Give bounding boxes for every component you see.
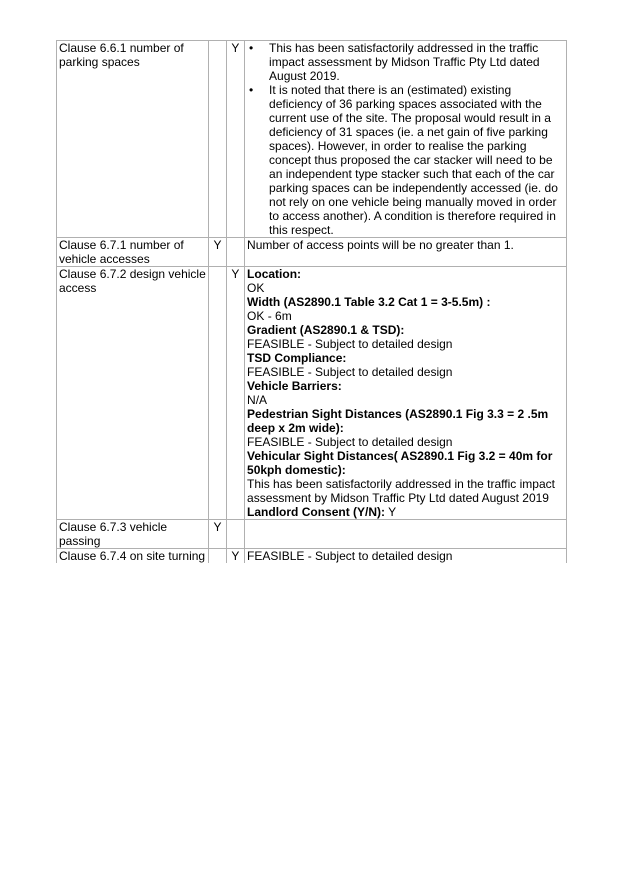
gradient-heading: Gradient (AS2890.1 & TSD): <box>247 323 405 337</box>
landlord-value: Y <box>388 505 397 519</box>
yes-col-a <box>209 41 226 238</box>
barriers-value: N/A <box>247 393 268 407</box>
landlord-heading: Landlord Consent (Y/N): <box>247 505 386 519</box>
bullet-item: • This has been satisfactorily addressed in the traffic impact assessment by Midson Traffic Pty Ltd dated August 2019. <box>269 41 565 83</box>
pedestrian-value: FEASIBLE - Subject to detailed design <box>247 435 453 449</box>
yes-col-b <box>226 520 244 549</box>
table-row <box>57 549 567 564</box>
yes-col-b: Y <box>226 41 244 238</box>
yes-col-b: Y <box>226 267 244 520</box>
location-heading: Location: <box>247 267 302 281</box>
width-heading: Width (AS2890.1 Table 3.2 Cat 1 = 3-5.5m) : <box>247 295 491 309</box>
assessment-table <box>56 40 567 563</box>
yes-col-a: Y <box>209 238 226 267</box>
table-row <box>57 238 567 267</box>
table-row <box>57 520 567 549</box>
yes-col-b <box>226 238 244 267</box>
clause-cell: Clause 6.6.1 number of parking spaces <box>57 41 209 238</box>
comment-cell <box>245 41 567 238</box>
tsd-heading: TSD Compliance: <box>247 351 347 365</box>
bullet-list <box>247 41 565 237</box>
table-row <box>57 41 567 238</box>
comment-cell <box>245 267 567 520</box>
comment-cell <box>245 520 567 549</box>
landlord-line <box>247 505 565 519</box>
pedestrian-heading: Pedestrian Sight Distances (AS2890.1 Fig 3.3 = 2 .5m deep x 2m wide): <box>247 407 549 435</box>
clause-cell: Clause 6.7.3 vehicle passing <box>57 520 209 549</box>
comment-cell: FEASIBLE - Subject to detailed design <box>245 549 567 564</box>
gradient-value: FEASIBLE - Subject to detailed design <box>247 337 453 351</box>
comment-cell: Number of access points will be no greater than 1. <box>245 238 567 267</box>
width-value: OK - 6m <box>247 309 292 323</box>
yes-col-a <box>209 267 226 520</box>
barriers-heading: Vehicle Barriers: <box>247 379 342 393</box>
yes-col-a: Y <box>209 520 226 549</box>
yes-col-b: Y <box>226 549 244 564</box>
clause-cell: Clause 6.7.2 design vehicle access <box>57 267 209 520</box>
yes-col-a <box>209 549 226 564</box>
clause-cell: Clause 6.7.4 on site turning <box>57 549 209 564</box>
vehicular-value: This has been satisfactorily addressed in the traffic impact assessment by Midson Traffic Pty Ltd dated August 2019 <box>247 477 555 505</box>
tsd-value: FEASIBLE - Subject to detailed design <box>247 365 453 379</box>
vehicular-heading: Vehicular Sight Distances( AS2890.1 Fig 3.2 = 40m for 50kph domestic): <box>247 449 553 477</box>
bullet-item: • It is noted that there is an (estimated) existing deficiency of 36 parking spaces associated with the current use of the site. The proposal would result in a deficiency of 31 spaces (ie. a net gain of five parking spaces). However, in order to realise the parking concept thus proposed the car stacker will need to be an independent type stacker such that each of the car parking spaces can be independently accessed (ie. do not rely on one vehicle being manually moved in order to access another). A condition is therefore required in this respect. <box>269 83 565 237</box>
clause-cell: Clause 6.7.1 number of vehicle accesses <box>57 238 209 267</box>
table-row <box>57 267 567 520</box>
location-value: OK <box>247 281 265 295</box>
